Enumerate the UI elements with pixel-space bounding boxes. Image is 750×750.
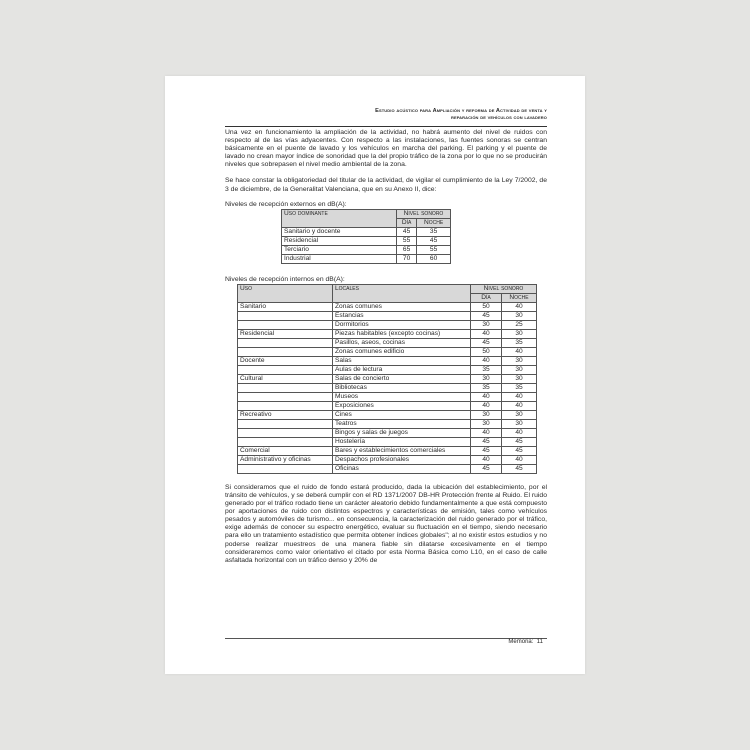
cell-noche: 30 — [502, 419, 537, 428]
cell-uso: Cultural — [238, 374, 333, 383]
table-row — [238, 455, 537, 464]
cell-uso — [238, 392, 333, 401]
cell-dia: 35 — [471, 365, 502, 374]
cell-dia: 65 — [397, 245, 417, 254]
cell-dia: 45 — [471, 437, 502, 446]
cell-uso: Residencial — [238, 329, 333, 338]
table-row — [238, 428, 537, 437]
col-dia: Día — [471, 293, 502, 302]
cell-local: Salas de concierto — [333, 374, 471, 383]
table-row — [238, 464, 537, 473]
cell-noche: 45 — [502, 464, 537, 473]
cell-dia: 45 — [471, 311, 502, 320]
table-row — [238, 374, 537, 383]
cell-local: Estancias — [333, 311, 471, 320]
table-row — [238, 365, 537, 374]
cell-dia: 45 — [471, 446, 502, 455]
cell-noche: 45 — [502, 446, 537, 455]
cell-dia: 30 — [471, 419, 502, 428]
cell-uso: Terciario — [282, 245, 397, 254]
footer-rule — [225, 638, 547, 639]
table-row — [238, 392, 537, 401]
cell-dia: 50 — [471, 347, 502, 356]
cell-uso — [238, 365, 333, 374]
table-row — [282, 254, 451, 263]
cell-uso — [238, 311, 333, 320]
cell-dia: 30 — [471, 374, 502, 383]
cell-noche: 30 — [502, 410, 537, 419]
cell-uso — [238, 383, 333, 392]
cell-dia: 50 — [471, 302, 502, 311]
paragraph-2: Se hace constar la obligatoriedad del titular de la actividad, de vigilar el cumplimiento de la Ley 7/2002, de 3 de diciembre, de la Generalitat Valenciana, que en su Anexo II, dice: — [225, 177, 547, 193]
col-nivel-sonoro: Nivel sonoro — [397, 209, 451, 218]
cell-uso: Sanitario y docente — [282, 227, 397, 236]
cell-noche: 30 — [502, 356, 537, 365]
internal-levels-body — [238, 302, 537, 473]
cell-dia: 40 — [471, 392, 502, 401]
internal-levels-table — [237, 284, 537, 474]
header-line-2: reparación de vehículos con lavadero — [450, 115, 547, 121]
cell-local: Bingos y salas de juegos — [333, 428, 471, 437]
table-row — [238, 338, 537, 347]
col-locales: Locales — [333, 284, 471, 302]
table-row — [238, 320, 537, 329]
cell-uso — [238, 347, 333, 356]
external-levels-body — [282, 227, 451, 263]
cell-local: Museos — [333, 392, 471, 401]
cell-local: Bares y establecimientos comerciales — [333, 446, 471, 455]
cell-noche: 45 — [502, 437, 537, 446]
cell-uso — [238, 401, 333, 410]
cell-local: Exposiciones — [333, 401, 471, 410]
table-row — [238, 401, 537, 410]
cell-local: Cines — [333, 410, 471, 419]
cell-local: Despachos profesionales — [333, 455, 471, 464]
col-uso-dominante: Uso dominante — [282, 209, 397, 227]
col-noche: Noche — [502, 293, 537, 302]
table-row — [238, 356, 537, 365]
cell-noche: 35 — [417, 227, 451, 236]
external-levels-table — [281, 209, 451, 264]
document-page — [165, 76, 585, 674]
page-header — [375, 108, 547, 122]
cell-uso: Recreativo — [238, 410, 333, 419]
header-line-1: Estudio acústico para Ampliación y reforma de Actividad de venta y — [375, 108, 547, 114]
table-row — [282, 236, 451, 245]
cell-noche: 40 — [502, 455, 537, 464]
table-row — [238, 410, 537, 419]
page-footer: Memoria: 11 — [508, 639, 543, 645]
cell-dia: 40 — [471, 401, 502, 410]
cell-noche: 35 — [502, 338, 537, 347]
cell-dia: 40 — [471, 455, 502, 464]
table-row — [238, 383, 537, 392]
table-row — [238, 311, 537, 320]
cell-dia: 70 — [397, 254, 417, 263]
cell-dia: 40 — [471, 329, 502, 338]
page-content — [225, 129, 547, 565]
cell-noche: 40 — [502, 302, 537, 311]
col-noche: Noche — [417, 218, 451, 227]
cell-uso: Administrativo y oficinas — [238, 455, 333, 464]
cell-dia: 30 — [471, 410, 502, 419]
cell-noche: 40 — [502, 392, 537, 401]
cell-local: Hostelería — [333, 437, 471, 446]
table-row — [238, 329, 537, 338]
table-row — [238, 419, 537, 428]
cell-local: Zonas comunes edificio — [333, 347, 471, 356]
cell-dia: 40 — [471, 356, 502, 365]
page-number: 11 — [536, 639, 543, 645]
table-row — [238, 446, 537, 455]
cell-noche: 45 — [417, 236, 451, 245]
cell-dia: 40 — [471, 428, 502, 437]
table-row — [282, 227, 451, 236]
internal-levels-caption: Niveles de recepción internos en dB(A): — [225, 275, 345, 283]
cell-local: Oficinas — [333, 464, 471, 473]
cell-uso — [238, 437, 333, 446]
cell-uso — [238, 320, 333, 329]
cell-uso — [238, 464, 333, 473]
cell-noche: 25 — [502, 320, 537, 329]
col-dia: Día — [397, 218, 417, 227]
cell-local: Teatros — [333, 419, 471, 428]
cell-uso: Industrial — [282, 254, 397, 263]
cell-noche: 30 — [502, 374, 537, 383]
cell-noche: 40 — [502, 401, 537, 410]
cell-uso: Sanitario — [238, 302, 333, 311]
cell-uso — [238, 428, 333, 437]
cell-local: Piezas habitables (excepto cocinas) — [333, 329, 471, 338]
cell-local: Pasillos, aseos, cocinas — [333, 338, 471, 347]
cell-uso: Residencial — [282, 236, 397, 245]
cell-noche: 60 — [417, 254, 451, 263]
col-uso: Uso — [238, 284, 333, 302]
table-row — [238, 302, 537, 311]
cell-local: Aulas de lectura — [333, 365, 471, 374]
cell-local: Salas — [333, 356, 471, 365]
paragraph-3: Si consideramos que el ruido de fondo estará producido, dada la ubicación del establecimiento, por el tránsito de vehículos, y se deberá cumplir con el RD 1371/2007 DB-HR Protección frente al Ruido. El ruido generado por el tráfico rodado tiene un carácter aleatorio debido fundamentalmente a que está compuesto por aportaciones de ruido con distintos espectros y características de emisión, tales como vehículos pesados y automóviles de turismo... en consecuencia, la caracterización del ruido generado por el tráfico, exige además de conocer su espectro energético, evaluar su fluctuación en el tiempo, siendo necesario para ello un tratamiento estadístico que permita obtener índices globales"; al no existir estos estudios y no poderse realizar muestreos de una manera fiable sin dilatarse excesivamente en el tiempo consideraremos como valor orientativo el citado por esta Norma Básica como L10, en el caso de calle asfaltada horizontal con un tráfico denso y 20% de — [225, 483, 547, 564]
cell-noche: 30 — [502, 311, 537, 320]
cell-noche: 55 — [417, 245, 451, 254]
col-nivel-sonoro: Nivel sonoro — [471, 284, 537, 293]
table-row — [238, 437, 537, 446]
paragraph-1: Una vez en funcionamiento la ampliación de la actividad, no habrá aumento del nivel de ruidos con respecto al de las vías adyacentes. Con respecto a las instalaciones, las fuentes sonoras se centran básicamente en el puente de lavado y los vehículos en marcha del parking. El parking y el puente de lavado no crean mayor índice de sonoridad que la del propio tráfico de la zona por lo que no se producirán niveles que sobrepasen el nivel medio ambiental de la zona. — [225, 129, 547, 169]
cell-noche: 35 — [502, 383, 537, 392]
cell-local: Dormitorios — [333, 320, 471, 329]
header-rule — [225, 126, 547, 127]
cell-local: Zonas comunes — [333, 302, 471, 311]
cell-noche: 40 — [502, 347, 537, 356]
cell-dia: 45 — [471, 464, 502, 473]
cell-noche: 30 — [502, 329, 537, 338]
cell-noche: 40 — [502, 428, 537, 437]
cell-dia: 30 — [471, 320, 502, 329]
cell-dia: 35 — [471, 383, 502, 392]
footer-label: Memoria — [508, 639, 532, 645]
cell-dia: 45 — [397, 227, 417, 236]
cell-uso: Docente — [238, 356, 333, 365]
cell-dia: 45 — [471, 338, 502, 347]
cell-local: Bibliotecas — [333, 383, 471, 392]
table-row — [238, 347, 537, 356]
cell-uso — [238, 338, 333, 347]
cell-uso — [238, 419, 333, 428]
external-levels-caption: Niveles de recepción externos en dB(A): — [225, 200, 347, 208]
cell-uso: Comercial — [238, 446, 333, 455]
cell-dia: 55 — [397, 236, 417, 245]
table-row — [282, 245, 451, 254]
cell-noche: 30 — [502, 365, 537, 374]
